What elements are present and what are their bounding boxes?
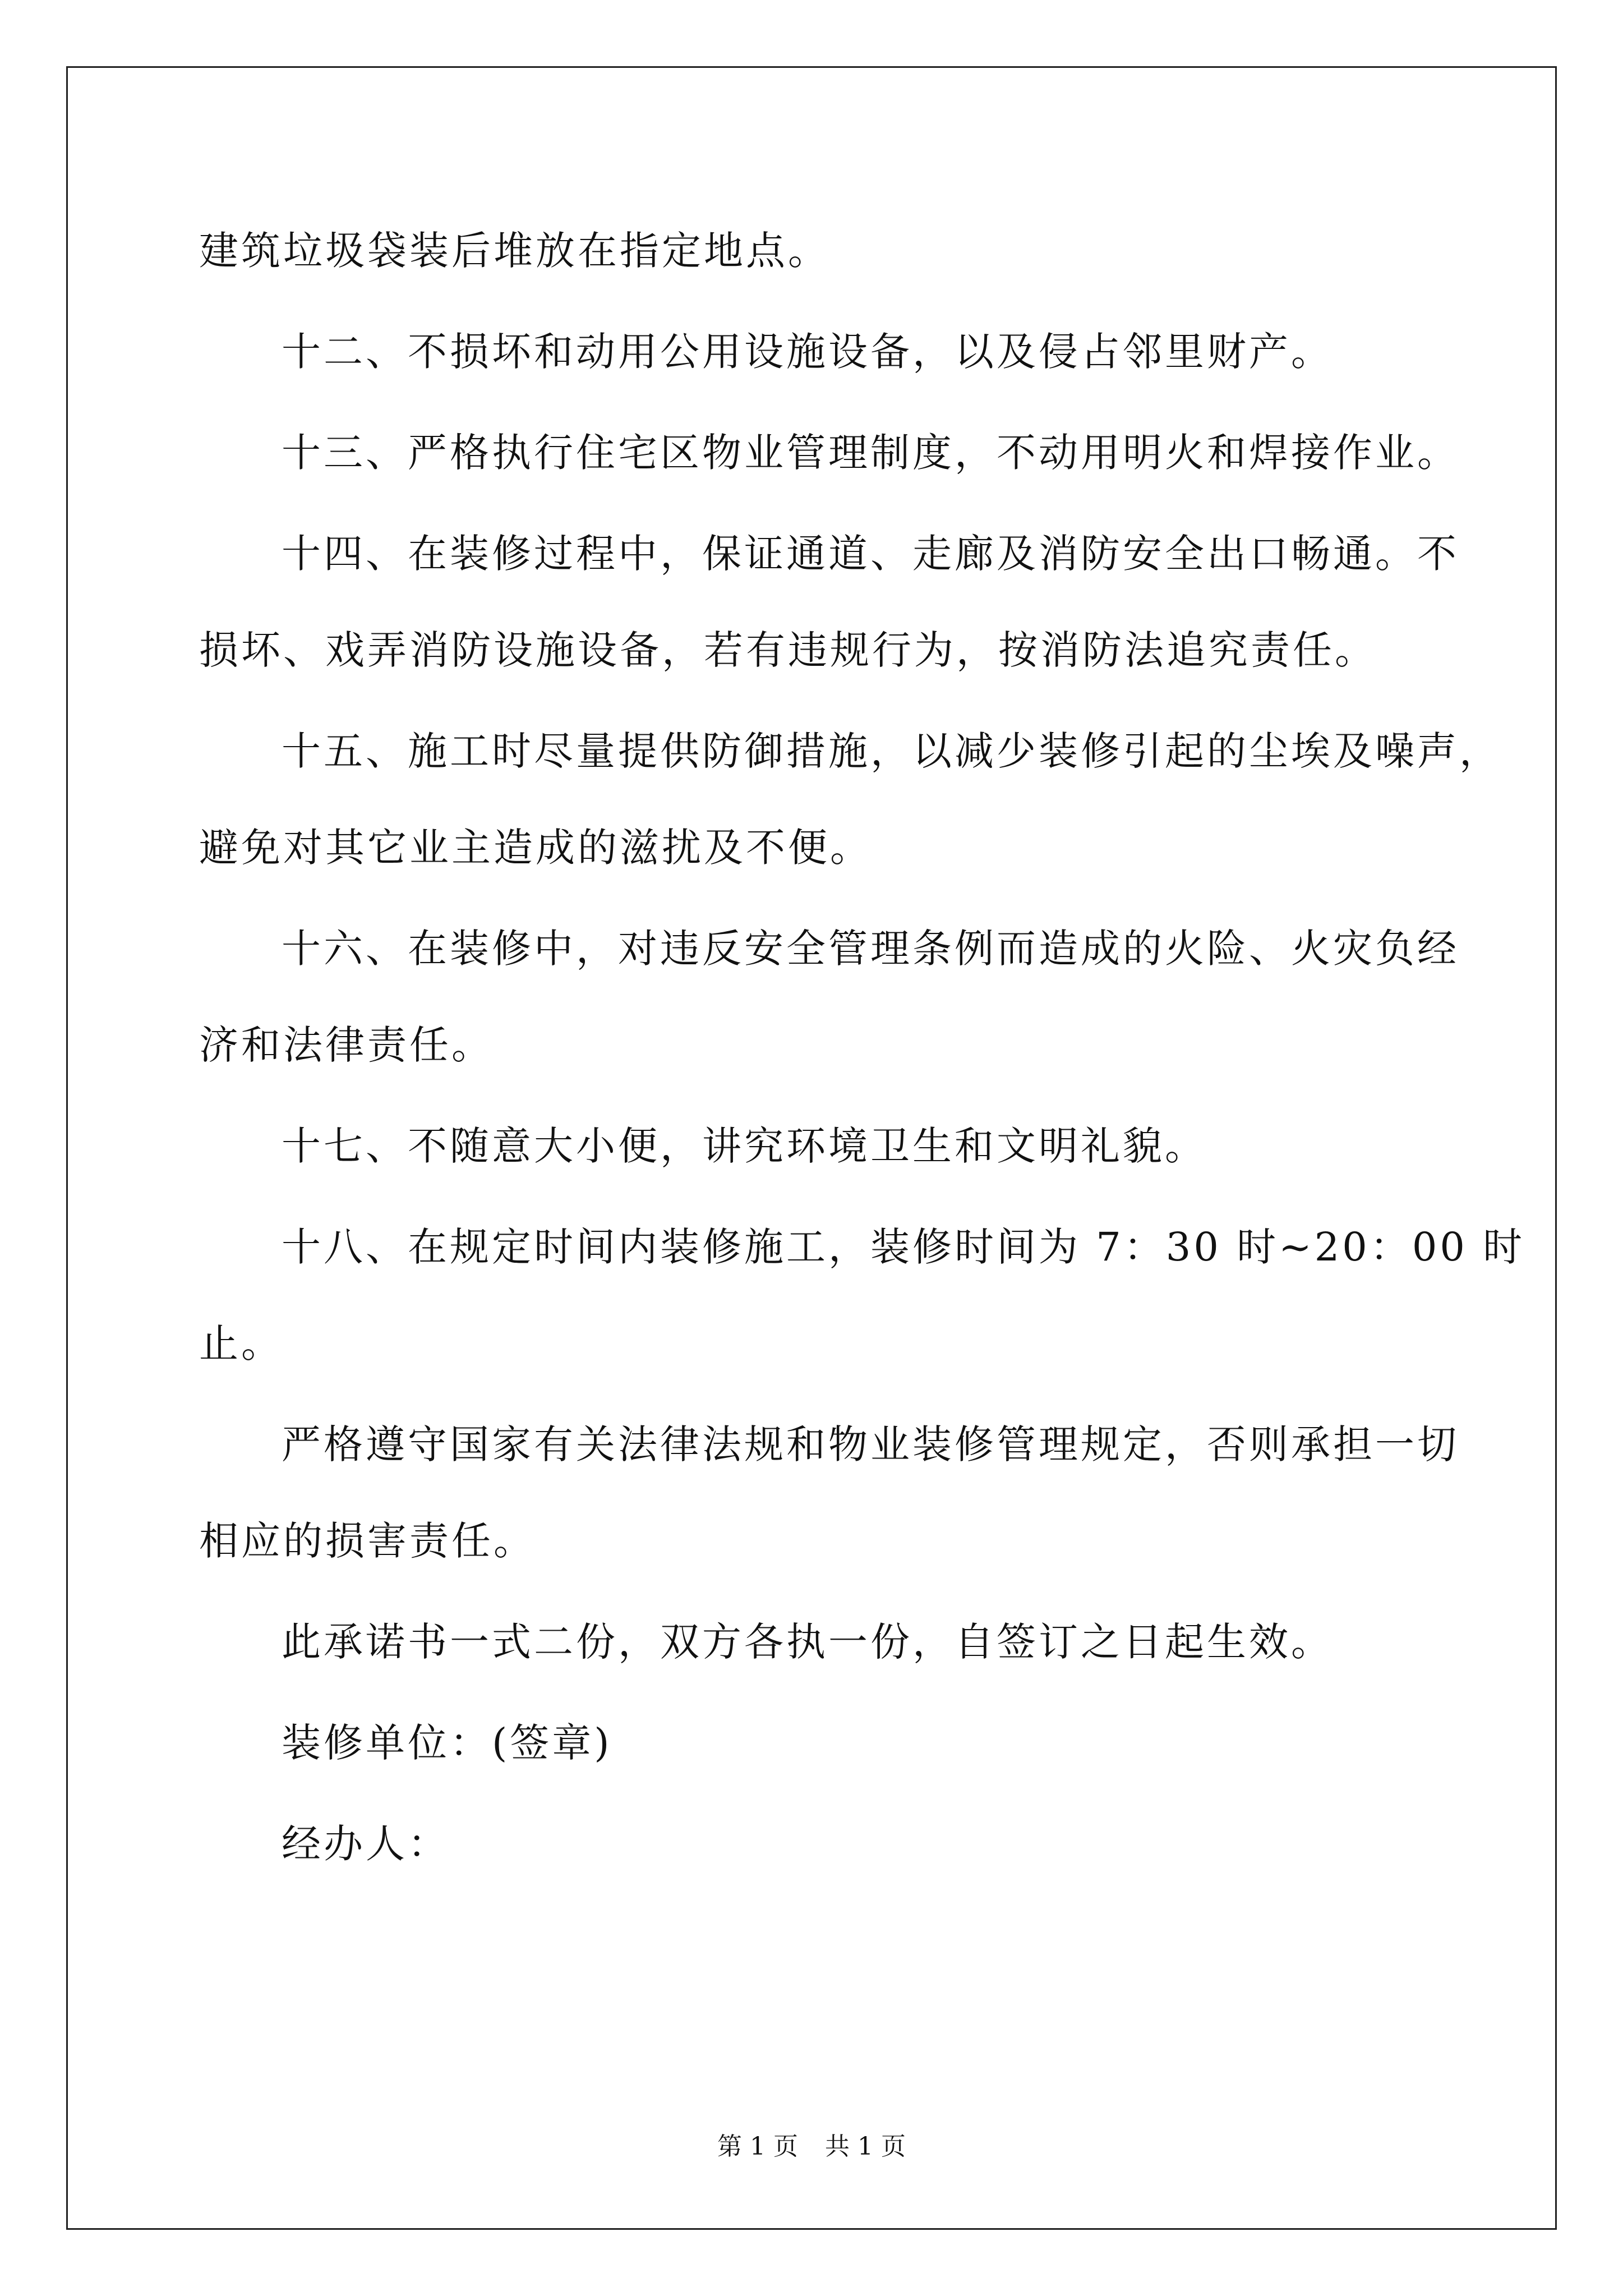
clause-12: 十二、不损坏和动用公用设施设备，以及侵占邻里财产。 [282,329,1333,375]
clause-16: 十六、在装修中，对违反安全管理条例而造成的火险、火灾负经 [282,926,1459,972]
decoration-unit-label: 装修单位：(签章) [282,1720,612,1766]
regulation-statement: 严格遵守国家有关法律法规和物业装修管理规定，否则承担一切 [282,1421,1459,1467]
clause-14-continuation: 损坏、戏弄消防设施设备，若有违规行为，按消防法追究责任。 [199,627,1377,673]
clause-13: 十三、严格执行住宅区物业管理制度，不动用明火和焊接作业。 [282,430,1459,476]
clause-14: 十四、在装修过程中，保证通道、走廊及消防安全出口畅通。不 [282,531,1459,577]
clause-16-continuation: 济和法律责任。 [199,1022,494,1068]
clause-18-continuation: 止。 [199,1320,283,1366]
clause-17: 十七、不随意大小便，讲究环境卫生和文明礼貌。 [282,1123,1207,1169]
regulation-statement-continuation: 相应的损害责任。 [199,1518,536,1564]
page-number-current: 第 1 页 [717,2132,798,2161]
clause-15: 十五、施工时尽量提供防御措施，以减少装修引起的尘埃及噪声， [282,728,1501,774]
validity-statement: 此承诺书一式二份，双方各执一份，自签订之日起生效。 [282,1619,1333,1665]
clause-15-continuation: 避免对其它业主造成的滋扰及不便。 [199,825,872,871]
handler-label: 经办人： [282,1821,450,1867]
page-footer [0,2134,1623,2159]
clause-18: 十八、在规定时间内装修施工，装修时间为 7：30 时~20：00 时 [282,1224,1525,1270]
body-line-continuation: 建筑垃圾袋装后堆放在指定地点。 [199,228,830,274]
page-number-total: 共 1 页 [825,2132,906,2161]
